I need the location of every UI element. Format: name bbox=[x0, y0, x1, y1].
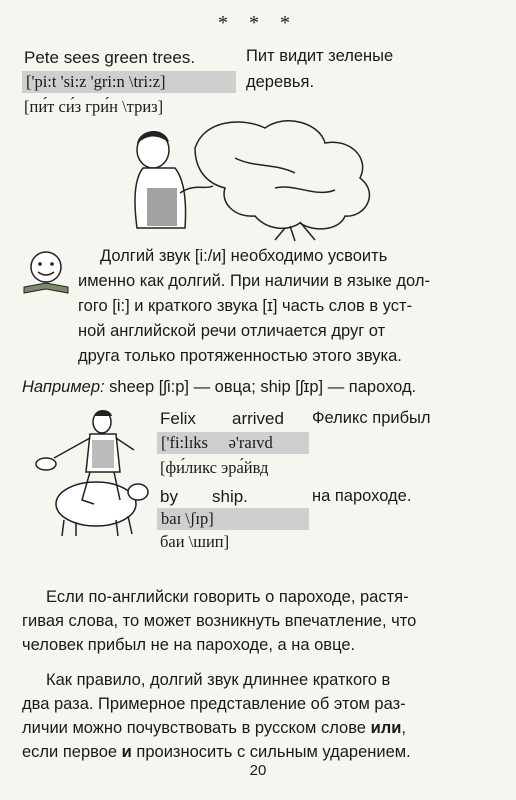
example-label: Например: bbox=[22, 378, 105, 396]
para2-line-3-text: личии можно почувствовать в русском слове bbox=[22, 719, 371, 737]
para1-line-2: гивая слова, то может возникнуть впечатление, что bbox=[22, 612, 417, 630]
para2-line-1: Как правило, долгий звук длиннее краткого в bbox=[46, 671, 391, 689]
block2-translation-1: Феликс прибыл bbox=[312, 409, 431, 427]
phonetic-transcription-3: baɪ \ʃɪp] bbox=[157, 508, 309, 530]
phonetic-transcription-1: ['pi:t 'si:z 'gri:n \tri:z] bbox=[22, 71, 236, 93]
note-line-5: друга только протяженностью этого звука. bbox=[78, 347, 402, 365]
para2-line-3-comma: , bbox=[401, 719, 406, 737]
phonetic-transcription-2: ['fi:lɪks ə'raɪvd bbox=[157, 432, 309, 454]
russian-transcription-3: баи \шип] bbox=[160, 532, 230, 551]
translation-1-line2: деревья. bbox=[246, 73, 315, 91]
para2-line-2: два раза. Примерное представление об этом раз- bbox=[22, 695, 406, 713]
bold-letter-i: и bbox=[121, 743, 132, 761]
translation-1-line1: Пит видит зеленые bbox=[246, 47, 394, 65]
note-line-1: Долгий звук [i:/и] необходимо усвоить bbox=[100, 247, 388, 265]
boy-tree-illustration bbox=[125, 118, 385, 243]
para1-line-1: Если по-английски говорить о пароходе, растя- bbox=[46, 588, 409, 606]
section-stars: * * * bbox=[218, 12, 298, 34]
face-book-icon bbox=[22, 247, 74, 295]
para2-line-4-start: если первое bbox=[22, 743, 122, 761]
block2-word-felix: Felix bbox=[160, 409, 196, 428]
russian-transcription-2: [фи́ликс эра́йвд bbox=[160, 458, 269, 477]
para1-line-3: человек прибыл не на пароходе, а на овце. bbox=[22, 636, 356, 654]
bold-word-ili: или bbox=[370, 719, 402, 737]
block2-word-by: by bbox=[160, 487, 178, 506]
para2-line-4-end: произносить с сильным ударением. bbox=[131, 743, 411, 761]
man-on-sheep-illustration bbox=[24, 408, 154, 538]
para2-line-4 bbox=[22, 740, 411, 764]
block2-word-arrived: arrived bbox=[232, 409, 284, 428]
block2-word-ship: ship. bbox=[212, 487, 248, 506]
block2-translation-2: на пароходе. bbox=[312, 487, 412, 505]
example-text: sheep [ʃi:p] — овца; ship [ʃɪp] — пароход. bbox=[104, 378, 417, 396]
page-number: 20 bbox=[249, 762, 267, 779]
note-line-2: именно как долгий. При наличии в языке дол- bbox=[78, 272, 430, 290]
note-line-3: гого [i:] и краткого звука [ɪ] часть слов в уст- bbox=[78, 297, 413, 315]
para2-line-3 bbox=[22, 716, 406, 740]
english-sentence-1: Pete sees green trees. bbox=[24, 48, 196, 67]
note-line-4: ной английской речи отличается друг от bbox=[78, 322, 386, 340]
example-line bbox=[22, 375, 416, 399]
russian-transcription-1: [пи́т си́з гри́н \триз] bbox=[24, 97, 164, 116]
